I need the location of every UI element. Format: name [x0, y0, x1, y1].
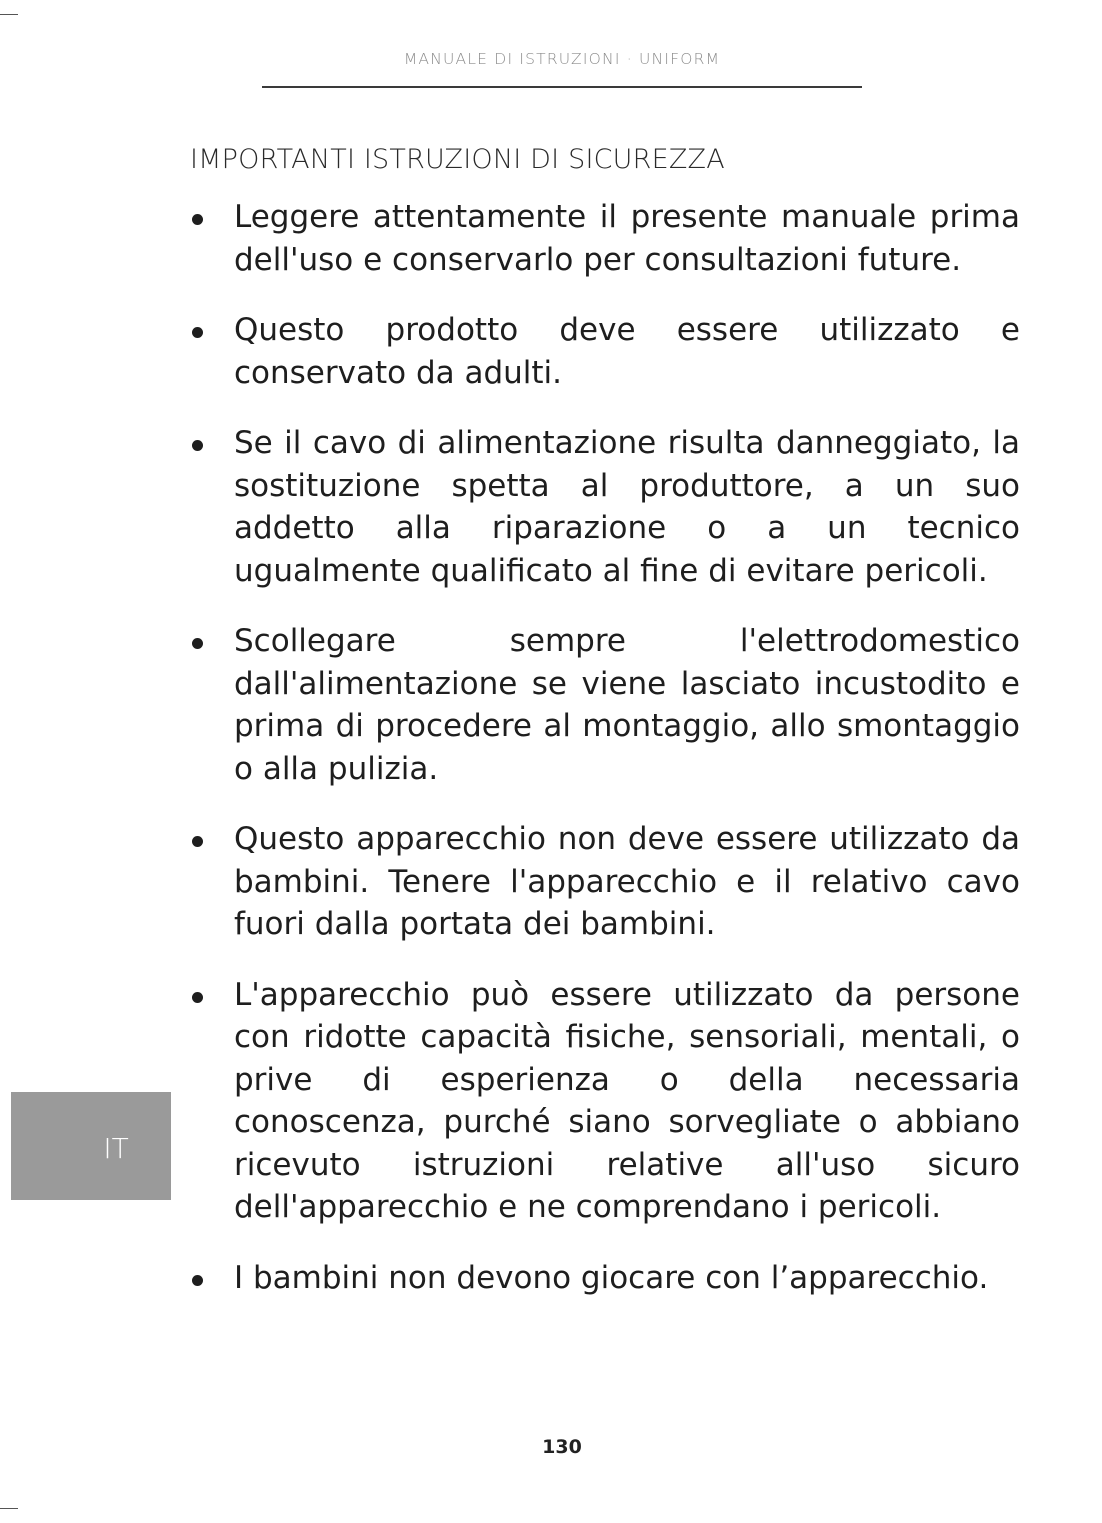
instruction-text: Scollegare sempre l'elettrodomestico dall'alimentazione se viene lasciato incustodito e prima di procedere al montaggio, allo smontaggio o alla pulizia. — [234, 623, 1020, 787]
instruction-text: L'apparecchio può essere utilizzato da persone con ridotte capacità fisiche, sensoriali, mentali, o prive di esperienza o della necessaria conoscenza, purché siano sorvegliate o abbiano ricevuto istruzioni relative all'uso sicuro dell'apparecchio e ne comprendano i pericoli. — [234, 976, 1020, 1225]
instruction-text: Se il cavo di alimentazione risulta danneggiato, la sostituzione spetta al produttore, a un suo addetto alla riparazione o a un tecnico ugualmente qualificato al fine di evitare pericoli. — [234, 425, 1020, 589]
crop-mark-top — [0, 14, 18, 15]
safety-instruction-item — [190, 620, 1020, 790]
instruction-text: Questo apparecchio non deve essere utilizzato da bambini. Tenere l'apparecchio e il relativo cavo fuori dalla portata dei bambini. — [234, 821, 1020, 942]
safety-instructions-list — [190, 196, 1020, 1327]
bullet-icon — [192, 440, 203, 451]
safety-instruction-item — [190, 196, 1020, 281]
bullet-icon — [192, 992, 203, 1003]
safety-instruction-item — [190, 1257, 1020, 1300]
crop-mark-bottom — [0, 1508, 18, 1509]
bullet-icon — [192, 214, 203, 225]
safety-instruction-item — [190, 974, 1020, 1229]
instruction-text: Leggere attentamente il presente manuale prima dell'uso e conservarlo per consultazioni future. — [234, 199, 1020, 278]
instruction-text: I bambini non devono giocare con l’apparecchio. — [234, 1259, 989, 1296]
safety-instruction-item — [190, 818, 1020, 946]
header-divider — [262, 86, 862, 88]
bullet-icon — [192, 836, 203, 847]
language-tab-label: IT — [103, 1132, 129, 1165]
safety-instruction-item — [190, 422, 1020, 592]
bullet-icon — [192, 638, 203, 649]
instruction-text: Questo prodotto deve essere utilizzato e conservato da adulti. — [234, 312, 1020, 391]
bullet-icon — [192, 1275, 203, 1286]
bullet-icon — [192, 327, 203, 338]
safety-instruction-item — [190, 309, 1020, 394]
page-number: 130 — [542, 1436, 582, 1458]
section-title: IMPORTANTI ISTRUZIONI DI SICUREZZA — [190, 144, 725, 175]
running-header: MANUALE DI ISTRUZIONI · UNIFORM — [403, 50, 721, 68]
